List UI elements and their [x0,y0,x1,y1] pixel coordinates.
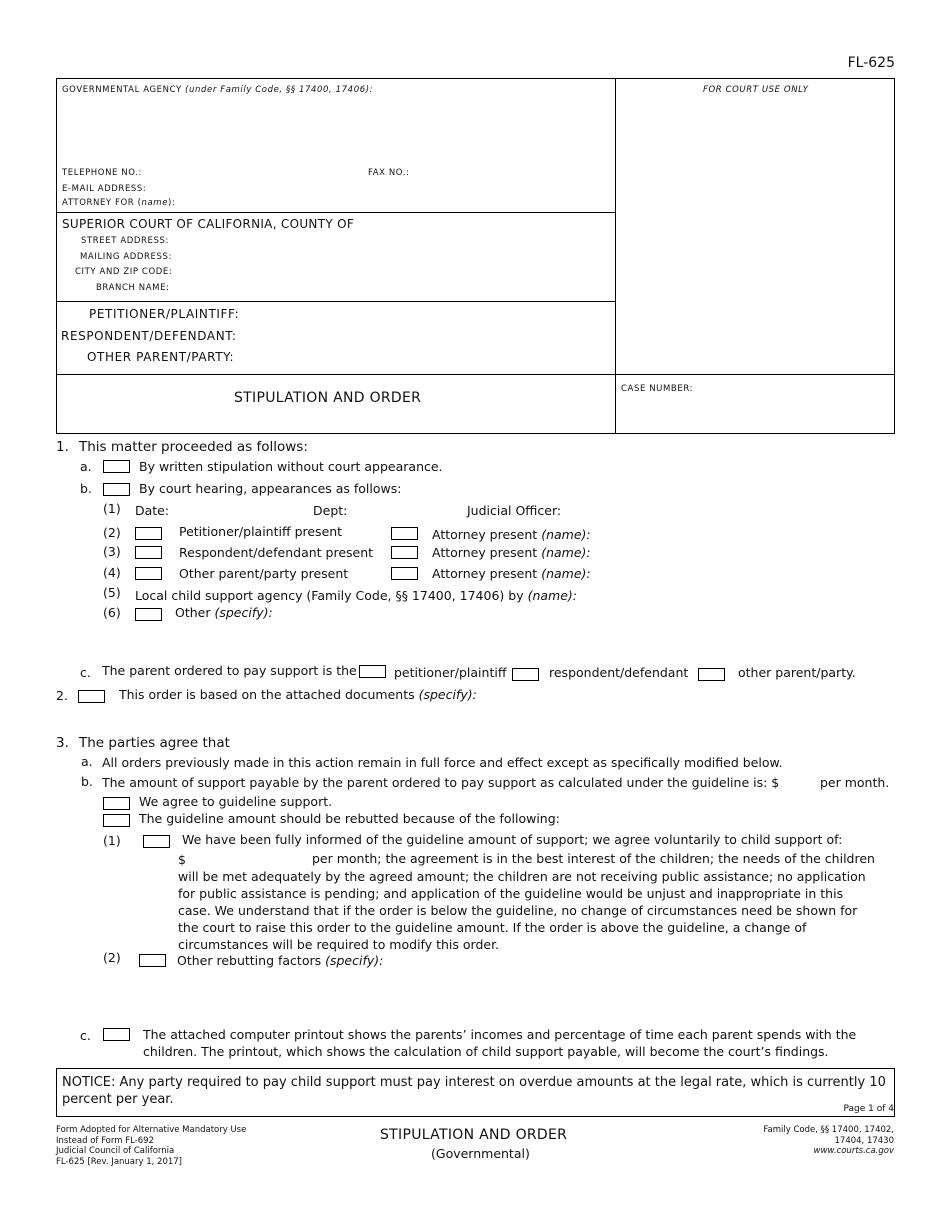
checkbox-payer-petitioner[interactable] [359,665,386,678]
document-title: STIPULATION AND ORDER [234,390,422,406]
section-1-text: This matter proceeded as follows: [79,439,308,455]
item-3b-per-month: per month. [820,775,890,790]
telephone-label: TELEPHONE NO.: [62,168,142,178]
footer-subtitle: (Governmental) [431,1146,530,1161]
other-attorney-label: Attorney present (name): [432,566,591,581]
item-1a-text: By written stipulation without court appearance. [139,459,443,474]
item-1b6-number: (6) [103,605,121,620]
rebut-1-number: (1) [103,833,121,848]
checkbox-payer-other[interactable] [698,668,725,681]
footer-left: Form Adopted for Alternative Mandatory Use Instead of Form FL-692 Judicial Council of California FL-625 [Rev. January 1, 2017] [56,1125,247,1167]
respondent-present-label: Respondent/defendant present [179,545,374,560]
checkbox-rebut-1[interactable] [143,835,170,848]
date-label: Date: [135,503,170,518]
item-1b-text: By court hearing, appearances as follows: [139,481,402,496]
form-id: FL-625 [847,55,895,71]
checkbox-rebut-2[interactable] [139,954,166,967]
item-3a-letter: a. [81,754,93,769]
city-label: CITY AND ZIP CODE: [75,267,173,277]
local-agency-label: Local child support agency (Family Code, §§ 17400, 17406) by (name): [135,588,577,603]
rebut-2-label: Other rebutting factors (specify): [177,953,384,968]
section-1-number: 1. [56,439,69,455]
rebut-1-first-line: We have been fully informed of the guideline amount of support; we agree voluntarily to child support of: [182,832,843,847]
checkbox-other-present[interactable] [135,567,162,580]
checkbox-1b[interactable] [103,483,130,496]
divider [56,301,615,302]
petitioner-label: PETITIONER/PLAINTIFF: [89,307,240,321]
court-title: SUPERIOR COURT OF CALIFORNIA, COUNTY OF [62,217,355,231]
payer-respondent-label: respondent/defendant [549,665,689,680]
item-3c-letter: c. [80,1028,91,1043]
item-1b-letter: b. [80,481,92,496]
rebut-1-dollar: $ [178,852,186,867]
rebut-2-number: (2) [103,950,121,965]
section-2-number: 2. [56,688,68,703]
respondent-attorney-label: Attorney present (name): [432,545,591,560]
item-3b-letter: b. [81,774,93,789]
item-1c-letter: c. [80,665,91,680]
checkbox-computer-printout[interactable] [103,1028,130,1041]
item-1c-text: The parent ordered to pay support is the [102,663,357,678]
rebut-1-paragraph: will be met adequately by the agreed amount; the children are not receiving public assistance; no application for public assistance is pending; and application of the guideline would be unjust and inappropriate in this case. We understand that if the order is below the guideline, no change of circumstances need be shown for the court to raise this order to the guideline amount. If the order is above the guideline, a change of circumstances will be required to modify this order. [178,869,866,952]
checkbox-1a[interactable] [103,460,130,473]
checkbox-other[interactable] [135,608,162,621]
notice-text: NOTICE: Any party required to pay child support must pay interest on overdue amounts at the legal rate, which is currently 10 percent per year. [62,1075,886,1107]
checkbox-respondent-attorney[interactable] [391,546,418,559]
fax-label: FAX NO.: [368,168,410,178]
attorney-for-label: ATTORNEY FOR (name): [62,198,176,208]
email-label: E-MAIL ADDRESS: [62,184,147,194]
divider [615,78,616,434]
item-3a-text: All orders previously made in this action remain in full force and effect except as specifically modified below. [102,755,783,770]
item-1b1-number: (1) [103,501,121,516]
checkbox-petitioner-present[interactable] [135,527,162,540]
case-number-label: CASE NUMBER: [621,384,694,394]
divider [56,374,895,375]
mailing-label: MAILING ADDRESS: [80,252,172,262]
branch-label: BRANCH NAME: [96,283,170,293]
petitioner-attorney-label: Attorney present (name): [432,527,591,542]
item-3b-text: The amount of support payable by the parent ordered to pay support as calculated under the guideline is: $ [102,775,780,790]
checkbox-petitioner-attorney[interactable] [391,527,418,540]
petitioner-present-label: Petitioner/plaintiff present [179,524,343,539]
court-use-label: FOR COURT USE ONLY [703,85,809,95]
item-3c-text: The attached computer printout shows the parents’ incomes and percentage of time each parent spends with the children. The printout, which shows the calculation of child support payable, will become the court’s findings. [143,1027,857,1059]
other-parent-label: OTHER PARENT/PARTY: [87,350,235,364]
agree-guideline-label: We agree to guideline support. [139,794,333,809]
page-number: Page 1 of 4 [843,1104,894,1114]
rebut-1-second-line: per month; the agreement is in the best interest of the children; the needs of the children [312,851,875,866]
respondent-label: RESPONDENT/DEFENDANT: [61,329,237,343]
payer-petitioner-label: petitioner/plaintiff [394,665,507,680]
checkbox-rebutted[interactable] [103,814,130,827]
divider [56,212,615,213]
dept-label: Dept: [313,503,348,518]
rebutted-label: The guideline amount should be rebutted because of the following: [139,811,560,826]
judicial-officer-label: Judicial Officer: [467,503,562,518]
checkbox-attached-documents[interactable] [78,690,105,703]
checkbox-payer-respondent[interactable] [512,668,539,681]
checkbox-other-attorney[interactable] [391,567,418,580]
other-label: Other (specify): [175,605,273,620]
item-1b3-number: (3) [103,544,121,559]
item-1b5-number: (5) [103,585,121,600]
section-3-number: 3. [56,735,69,751]
other-present-label: Other parent/party present [179,566,349,581]
checkbox-agree-guideline[interactable] [103,797,130,810]
item-1a-letter: a. [80,459,92,474]
footer-title: STIPULATION AND ORDER [380,1127,568,1143]
caption-box [56,78,895,434]
section-3-text: The parties agree that [79,735,230,751]
footer-right: Family Code, §§ 17400, 17402, 17404, 17430 www.courts.ca.gov [763,1125,894,1156]
item-1b4-number: (4) [103,565,121,580]
checkbox-respondent-present[interactable] [135,546,162,559]
item-1b2-number: (2) [103,525,121,540]
section-2-text: This order is based on the attached documents (specify): [119,687,477,702]
payer-other-label: other parent/party. [738,665,856,680]
agency-label: GOVERNMENTAL AGENCY (under Family Code, §§ 17400, 17406): [62,85,374,95]
street-label: STREET ADDRESS: [81,236,169,246]
